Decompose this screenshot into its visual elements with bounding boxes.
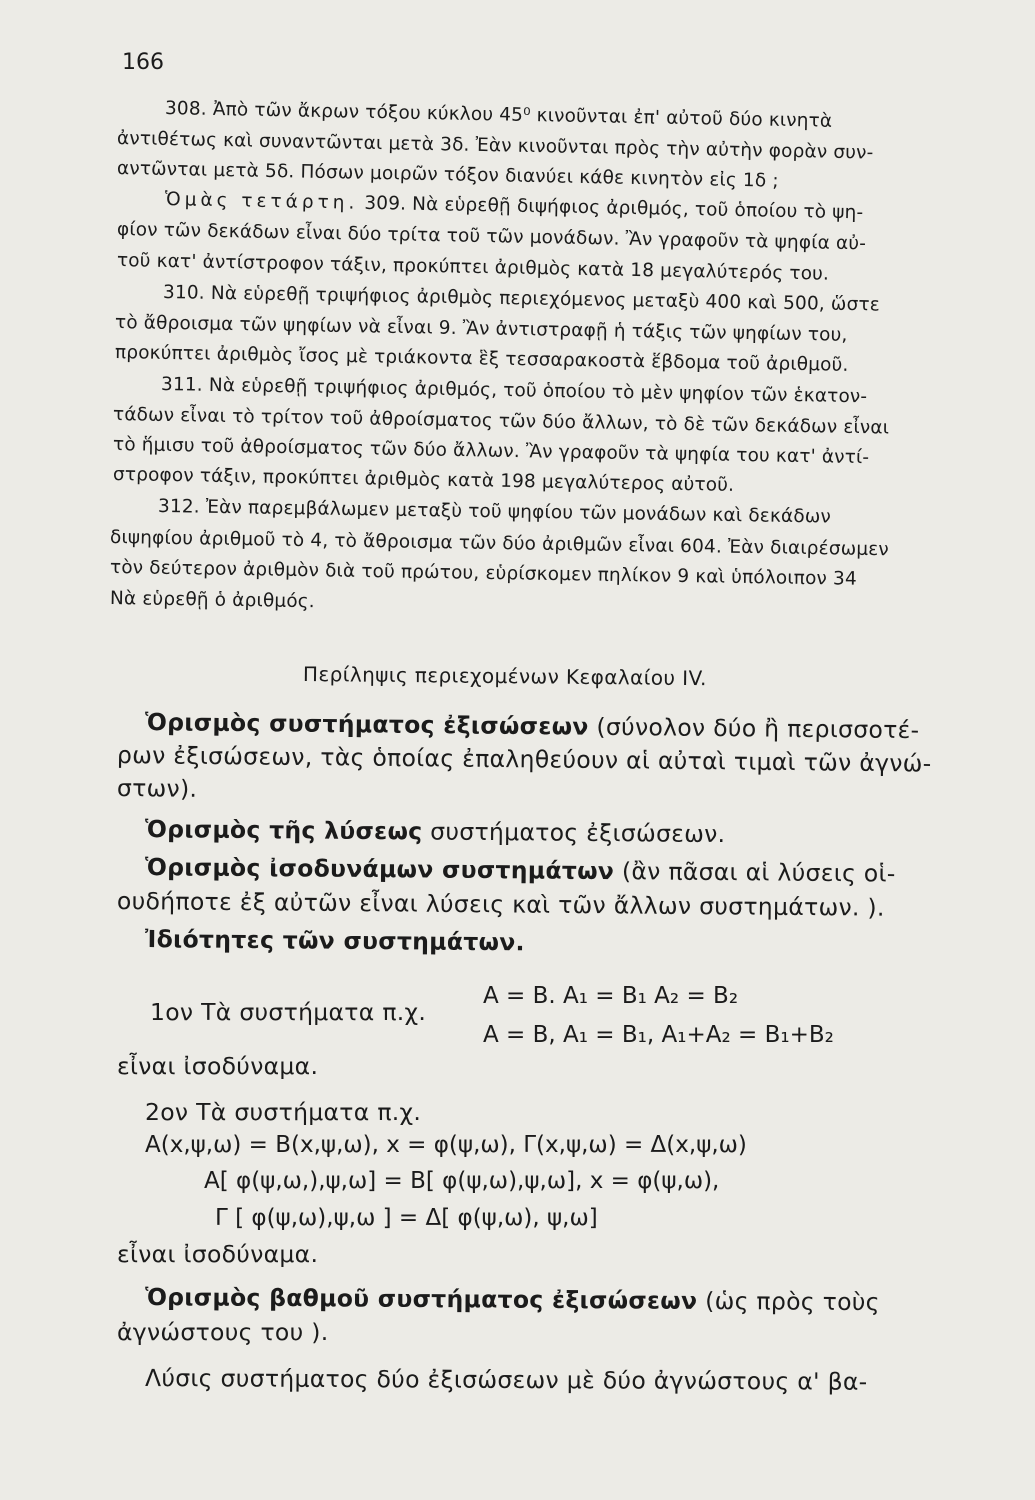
problem-line: στροφον τάξιν, προκύπτει ἀριθμὸς κατὰ 198 μεγαλύτερος αὐτοῦ. <box>112 464 735 496</box>
solving-paragraph: Λύσις συστήματος δύο ἐξισώσεων μὲ δύο ἀγνώστους α' βα- <box>144 1364 868 1396</box>
problem-line: 310. Νὰ εὑρεθῇ τριψήφιος ἀριθμὸς περιεχόμενος μεταξὺ 400 καὶ 500, ὥστε <box>162 282 881 316</box>
problem-line: προκύπτει ἀριθμὸς ἴσος μὲ τριάκοντα ἓξ τεσσαρακοστὰ ἕβδομα τοῦ ἀριθμοῦ. <box>114 342 849 376</box>
definition-system-line: στων). <box>116 774 198 803</box>
problem-line: Νὰ εὑρεθῇ ὁ ἀριθμός. <box>109 588 315 613</box>
first-property-label: 1ον Τὰ συστήματα π.χ. <box>150 998 427 1026</box>
problem-line: διψηφίου ἀριθμοῦ τὸ 4, τὸ ἄθροισμα τῶν δύο ἀριθμῶν εἶναι 604. Ἐὰν διαιρέσωμεν <box>109 527 890 561</box>
problem-line: τοῦ κατ' ἀντίστροφον τάξιν, προκύπτει ἀριθμὸς κατὰ 18 μεγαλύτερός του. <box>116 250 830 285</box>
properties-heading: Ἰδιότητες τῶν συστημάτων. <box>144 925 525 957</box>
problem-line: 308. Ἀπὸ τῶν ἄκρων τόξου κύκλου 45⁰ κινοῦνται ἐπ' αὐτοῦ δύο κινητὰ <box>164 98 833 132</box>
second-formula-row: A[ φ(ψ,ω,),ψ,ω] = B[ φ(ψ,ω),ψ,ω], x = φ(ψ,ω), <box>204 1168 720 1194</box>
problem-line: τὸ ἥμισυ τοῦ ἀθροίσματος τῶν δύο ἄλλων. Ἂν γραφοῦν τὰ ψηφία του κατ' ἀντί- <box>112 434 870 469</box>
first-formula-row: A = B. A₁ = B₁ A₂ = B₂ <box>483 983 739 1009</box>
summary-title: Περίληψις περιεχομένων Κεφαλαίου IV. <box>302 662 707 691</box>
second-property-label: 2ον Τὰ συστήματα π.χ. <box>145 1098 422 1126</box>
problem-line: τὸ ἄθροισμα τῶν ψηφίων νὰ εἶναι 9. Ἂν ἀντιστραφῇ ἡ τάξις τῶν ψηφίων του, <box>114 312 848 346</box>
problem-line: ἀντιθέτως καὶ συναντῶνται μετὰ 3δ. Ἐὰν κινοῦνται πρὸς τὴν αὐτὴν φορὰν συν- <box>116 128 874 164</box>
problem-line: τάδων εἶναι τὸ τρίτον τοῦ ἀθροίσματος τῶν δύο ἄλλων, τὸ δὲ τῶν δεκάδων εἶναι <box>112 404 890 439</box>
definition-equivalent: Ὁρισμὸς ἰσοδυνάμων συστημάτων (ἂν πᾶσαι αἱ λύσεις οἱ- <box>144 853 896 888</box>
definition-system: Ὁρισμὸς συστήματος ἐξισώσεων (σύνολον δύο ἢ περισσοτέ- <box>144 708 920 745</box>
definition-solution: Ὁρισμὸς τῆς λύσεως συστήματος ἐξισώσεων. <box>144 815 726 849</box>
page-number: 166 <box>122 50 164 75</box>
problem-line: φίον τῶν δεκάδων εἶναι δύο τρίτα τοῦ τῶν μονάδων. Ἂν γραφοῦν τὰ ψηφία αὐ- <box>116 219 867 255</box>
definition-equivalent-line: ουδήποτε ἐξ αὐτῶν εἶναι λύσεις καὶ τῶν ἄλλων συστημάτων. ). <box>116 887 885 922</box>
problem-line: αντῶνται μετὰ 5δ. Πόσων μοιρῶν τόξον διανύει κάθε κινητὸν εἰς 1δ ; <box>116 158 779 192</box>
first-formula-row: A = B, A₁ = B₁, A₁+A₂ = B₁+B₂ <box>483 1022 834 1048</box>
first-equivalent-note: εἶναι ἰσοδύναμα. <box>117 1052 319 1080</box>
group-label: Ὁμὰς τετάρτη. <box>164 189 359 214</box>
problem-line: 312. Ἐὰν παρεμβάλωμεν μεταξὺ τοῦ ψηφίου τῶν μονάδων καὶ δεκάδων <box>157 496 832 528</box>
definition-system-line: ρων ἐξισώσεων, τὰς ὁποίας ἐπαληθεύουν αἱ αὐταὶ τιμαὶ τῶν ἀγνώ- <box>116 741 932 778</box>
problem-line: Ὁμὰς τετάρτη. 309. Νὰ εὑρεθῇ διψήφιος ἀριθμός, τοῦ ὁποίου τὸ ψη- <box>164 189 864 224</box>
definition-degree: Ὁρισμὸς βαθμοῦ συστήματος ἐξισώσεων (ὡς πρὸς τοὺς <box>144 1283 880 1317</box>
problem-line: 311. Νὰ εὑρεθῇ τριψήφιος ἀριθμός, τοῦ ὁποίου τὸ μὲν ψηφίον τῶν ἑκατον- <box>160 374 868 408</box>
problem-line: τὸν δεύτερον ἀριθμὸν διὰ τοῦ πρώτου, εὑρίσκομεν πηλίκον 9 καὶ ὑπόλοιπον 34 <box>109 557 858 590</box>
second-formula-row: A(x,ψ,ω) = B(x,ψ,ω), x = φ(ψ,ω), Γ(x,ψ,ω) = Δ(x,ψ,ω) <box>145 1132 747 1158</box>
second-equivalent-note: εἶναι ἰσοδύναμα. <box>117 1240 319 1268</box>
second-formula-row: Γ [ φ(ψ,ω),ψ,ω ] = Δ[ φ(ψ,ω), ψ,ω] <box>215 1205 598 1231</box>
definition-degree-line: ἀγνώστους του ). <box>117 1318 329 1346</box>
